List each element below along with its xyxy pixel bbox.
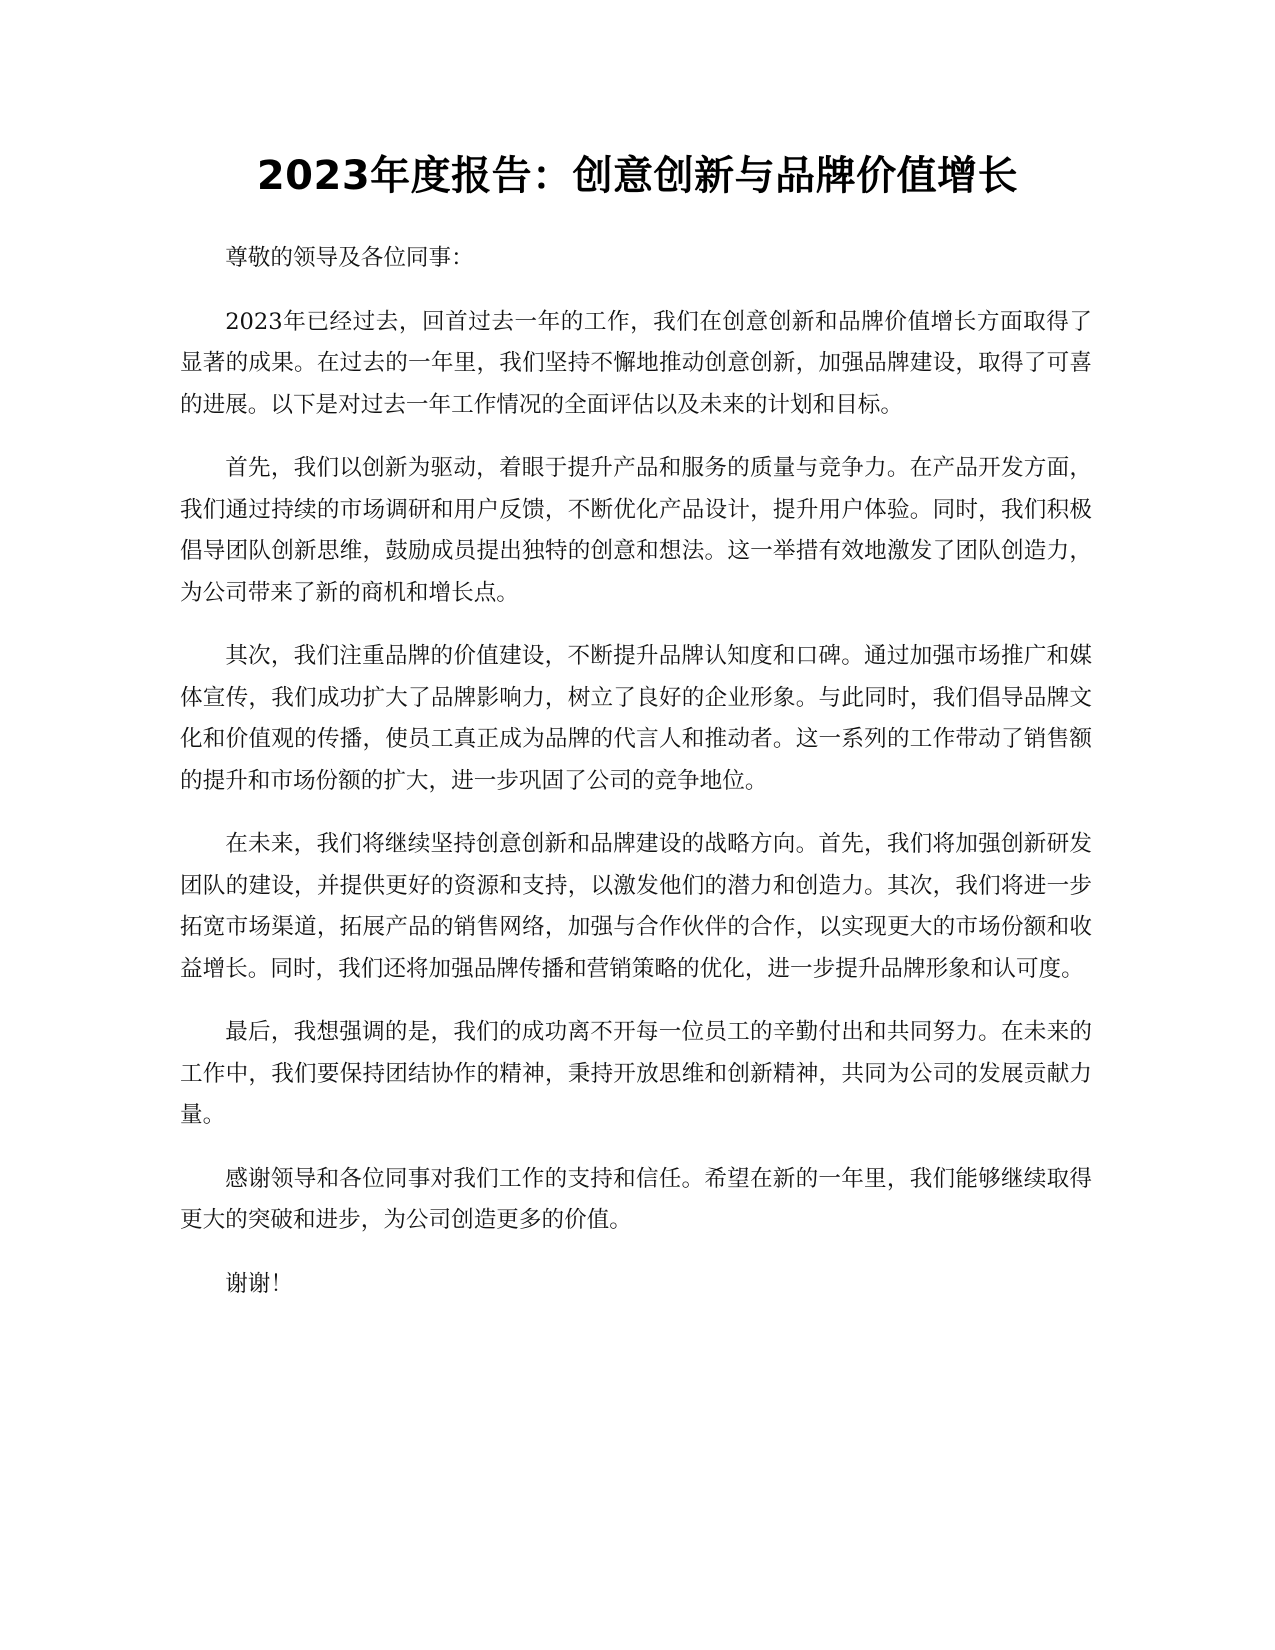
document-title: 2023年度报告：创意创新与品牌价值增长 (256, 153, 1019, 199)
body-paragraph: 最后，我想强调的是，我们的成功离不开每一位员工的辛勤付出和共同努力。在未来的工作中，我们要保持团结协作的精神，秉持开放思维和创新精神，共同为公司的发展贡献力量。 (180, 1019, 1092, 1128)
body-paragraph: 首先，我们以创新为驱动，着眼于提升产品和服务的质量与竞争力。在产品开发方面，我们通过持续的市场调研和用户反馈，不断优化产品设计，提升用户体验。同时，我们积极倡导团队创新思维，鼓励成员提出独特的创意和想法。这一举措有效地激发了团队创造力，为公司带来了新的商机和增长点。 (180, 455, 1092, 606)
closing-paragraph: 谢谢！ (225, 1270, 293, 1297)
body-paragraph: 感谢领导和各位同事对我们工作的支持和信任。希望在新的一年里，我们能够继续取得更大的突破和进步，为公司创造更多的价值。 (180, 1165, 1092, 1233)
body-paragraph: 2023年已经过去，回首过去一年的工作，我们在创意创新和品牌价值增长方面取得了显著的成果。在过去的一年里，我们坚持不懈地推动创意创新，加强品牌建设，取得了可喜的进展。以下是对过去一年工作情况的全面评估以及未来的计划和目标。 (180, 308, 1092, 418)
body-paragraph: 在未来，我们将继续坚持创意创新和品牌建设的战略方向。首先，我们将加强创新研发团队的建设，并提供更好的资源和支持，以激发他们的潜力和创造力。其次，我们将进一步拓宽市场渠道，拓展产品的销售网络，加强与合作伙伴的合作，以实现更大的市场份额和收益增长。同时，我们还将加强品牌传播和营销策略的优化，进一步提升品牌形象和认可度。 (180, 831, 1092, 982)
salutation-paragraph: 尊敬的领导及各位同事： (225, 245, 474, 271)
document-body (180, 238, 1092, 1327)
body-paragraph: 其次，我们注重品牌的价值建设，不断提升品牌认知度和口碑。通过加强市场推广和媒体宣传，我们成功扩大了品牌影响力，树立了良好的企业形象。与此同时，我们倡导品牌文化和价值观的传播，使员工真正成为品牌的代言人和推动者。这一系列的工作带动了销售额的提升和市场份额的扩大，进一步巩固了公司的竞争地位。 (180, 643, 1092, 794)
